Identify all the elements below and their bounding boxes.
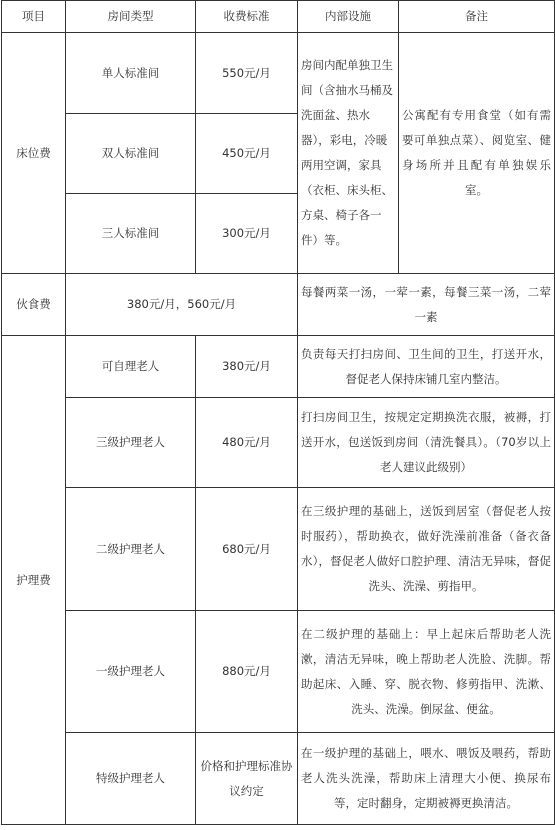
table-row [2,611,555,733]
table-row [2,398,555,488]
care-type-cell: 二级护理老人 [66,488,196,611]
care-desc-cell: 在二级护理的基础上：早上起床后帮助老人洗漱，清洁无异味，晚上帮助老人洗脸、洗脚。帮助起床、入睡、穿、脱衣物、修剪指甲、洗漱、洗头、洗澡。倒尿盆、便盆。 [298,611,555,733]
care-price-cell: 680元/月 [196,488,298,611]
price-cell: 300元/月 [196,194,298,274]
food-desc: 每餐两菜一汤，一荤一素，每餐三菜一汤，二荤一素 [298,274,555,336]
table-row [2,33,555,114]
bed-category: 床位费 [2,33,66,274]
care-price-cell: 880元/月 [196,611,298,733]
care-type-cell: 一级护理老人 [66,611,196,733]
care-price-cell: 480元/月 [196,398,298,488]
bed-facilities: 房间内配单独卫生间（含抽水马桶及洗面盆、热水器），彩电，冷暖两用空调，家具（衣柜、床头柜、方桌、椅子各一件）等。 [298,33,399,274]
room-type-cell: 单人标准间 [66,33,196,114]
header-room-type: 房间类型 [66,1,196,33]
price-cell: 450元/月 [196,114,298,194]
care-desc-cell: 在三级护理的基础上，送饭到居室（督促老人按时服药），帮助换衣，做好洗澡前准备（备衣备水），督促老人做好口腔护理、清洁无异味，督促洗头、洗澡、剪指甲。 [298,488,555,611]
header-fee-standard: 收费标准 [196,1,298,33]
food-price: 380元/月，560元/月 [66,274,298,336]
care-desc-cell: 负责每天打扫房间、卫生间的卫生，打送开水，督促老人保持床铺几室内整洁。 [298,336,555,398]
header-remarks: 备注 [399,1,555,33]
care-price-cell: 380元/月 [196,336,298,398]
care-type-cell: 可自理老人 [66,336,196,398]
care-type-cell: 三级护理老人 [66,398,196,488]
food-category: 伙食费 [2,274,66,336]
table-row [2,336,555,398]
fee-table [1,0,555,825]
care-desc-cell: 在一级护理的基础上，喂水、喂饭及喂药，帮助老人洗头洗澡，帮助床上清理大小便、换尿布等，定时翻身，定期被褥更换清洁。 [298,733,555,825]
care-desc-cell: 打扫房间卫生，按规定定期换洗衣服，被褥，打送开水，包送饭到房间（清洗餐具）。（70岁以上老人建议此级别） [298,398,555,488]
table-row [2,733,555,825]
header-facilities: 内部设施 [298,1,399,33]
room-type-cell: 三人标准间 [66,194,196,274]
care-category: 护理费 [2,336,66,825]
care-type-cell: 特级护理老人 [66,733,196,825]
price-cell: 550元/月 [196,33,298,114]
header-row [2,1,555,33]
care-price-cell: 价格和护理标准协议约定 [196,733,298,825]
bed-remarks: 公寓配有专用食堂（如有需要可单独点菜）、阅览室、健身场所并且配有单独娱乐室。 [399,33,555,274]
header-item: 项目 [2,1,66,33]
table-row [2,488,555,611]
room-type-cell: 双人标准间 [66,114,196,194]
food-row [2,274,555,336]
